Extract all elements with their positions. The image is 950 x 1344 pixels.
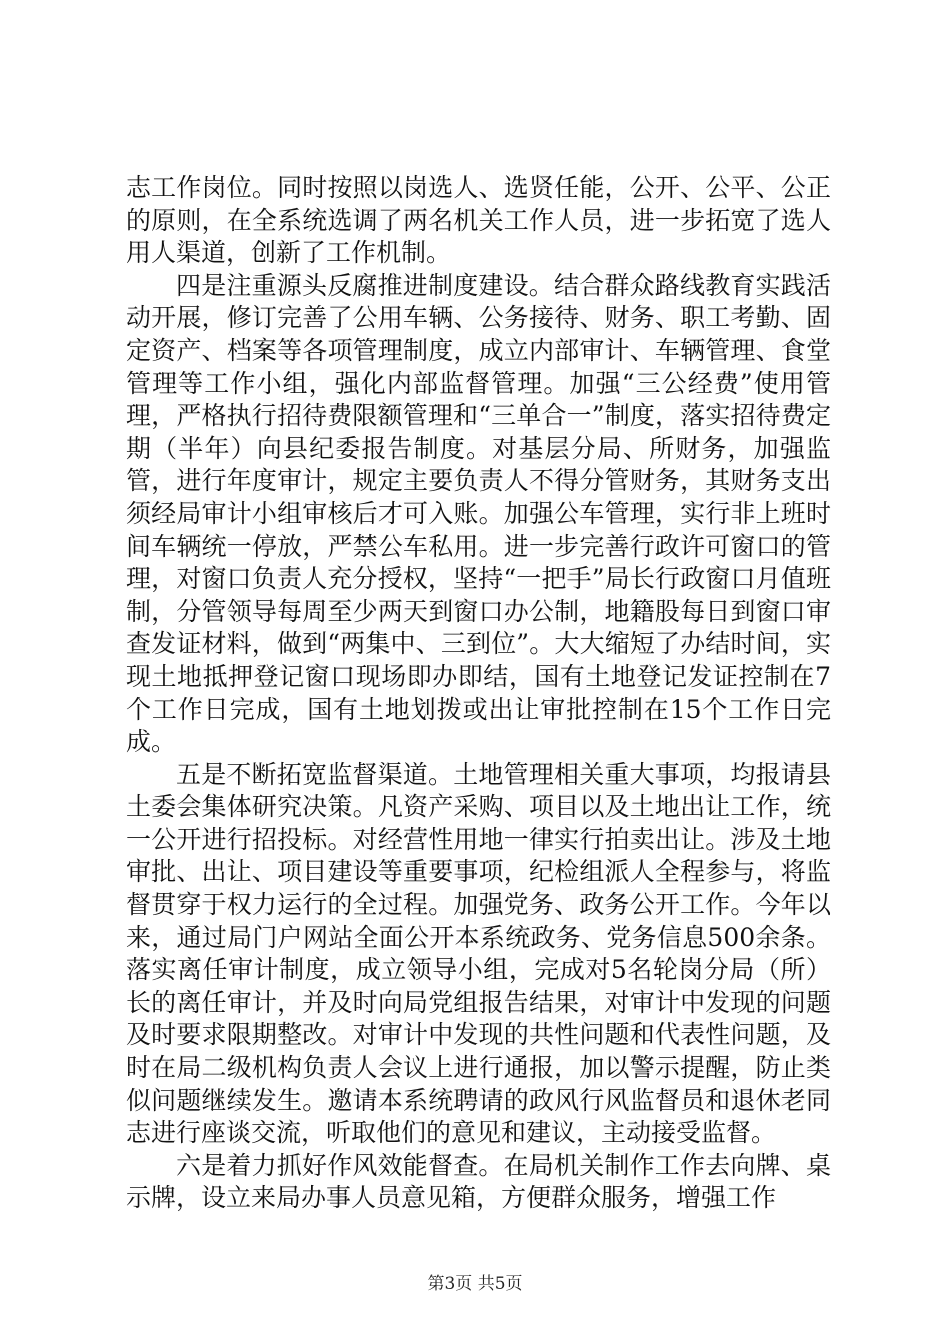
paragraph-system-building: 四是注重源头反腐推进制度建设。结合群众路线教育实践活动开展，修订完善了公用车辆、公务接待、财务、职工考勤、固定资产、档案等各项管理制度，成立内部审计、车辆管理、食堂管理等工作小组，强化内部监督管理。加强“三公经费”使用管理，严格执行招待费限额管理和“三单合一”制度，落实招待费定期（半年）向县纪委报告制度。对基层分局、所财务，加强监管，进行年度审计，规定主要负责人不得分管财务，其财务支出须经局审计小组审核后才可入账。加强公车管理，实行非上班时间车辆统一停放，严禁公车私用。进一步完善行政许可窗口的管理，对窗口负责人充分授权，坚持“一把手”局长行政窗口月值班制，分管领导每周至少两天到窗口办公制，地籍股每日到窗口审查发证材料，做到“两集中、三到位”。大大缩短了办结时间，实现土地抵押登记窗口现场即办即结，国有土地登记发证控制在7个工作日完成，国有土地划拨或出让审批控制在15个工作日完成。 xyxy=(126,270,831,757)
paragraph-continuation: 志工作岗位。同时按照以岗选人、选贤任能，公开、公平、公正的原则，在全系统选调了两名机关工作人员，进一步拓宽了选人用人渠道，创新了工作机制。 xyxy=(126,173,831,268)
paragraph-work-style-inspection: 六是着力抓好作风效能督查。在局机关制作工作去向牌、桌示牌，设立来局办事人员意见箱，方便群众服务，增强工作 xyxy=(126,1150,831,1213)
document-body xyxy=(126,172,831,1215)
page-number-footer: 第3页 共5页 xyxy=(427,1274,523,1294)
paragraph-supervision-channels: 五是不断拓宽监督渠道。土地管理相关重大事项，均报请县土委会集体研究决策。凡资产采购、项目以及土地出让工作，统一公开进行招投标。对经营性用地一律实行拍卖出让。涉及土地审批、出让、项目建设等重要事项，纪检组派人全程参与，将监督贯穿于权力运行的全过程。加强党务、政务公开工作。今年以来，通过局门户网站全面公开本系统政务、党务信息500余条。落实离任审计制度，成立领导小组，完成对5名轮岗分局（所）长的离任审计，并及时向局党组报告结果，对审计中发现的问题及时要求限期整改。对审计中发现的共性问题和代表性问题，及时在局二级机构负责人会议上进行通报，加以警示提醒，防止类似问题继续发生。邀请本系统聘请的政风行风监督员和退休老同志进行座谈交流，听取他们的意见和建议，主动接受监督。 xyxy=(126,759,831,1148)
